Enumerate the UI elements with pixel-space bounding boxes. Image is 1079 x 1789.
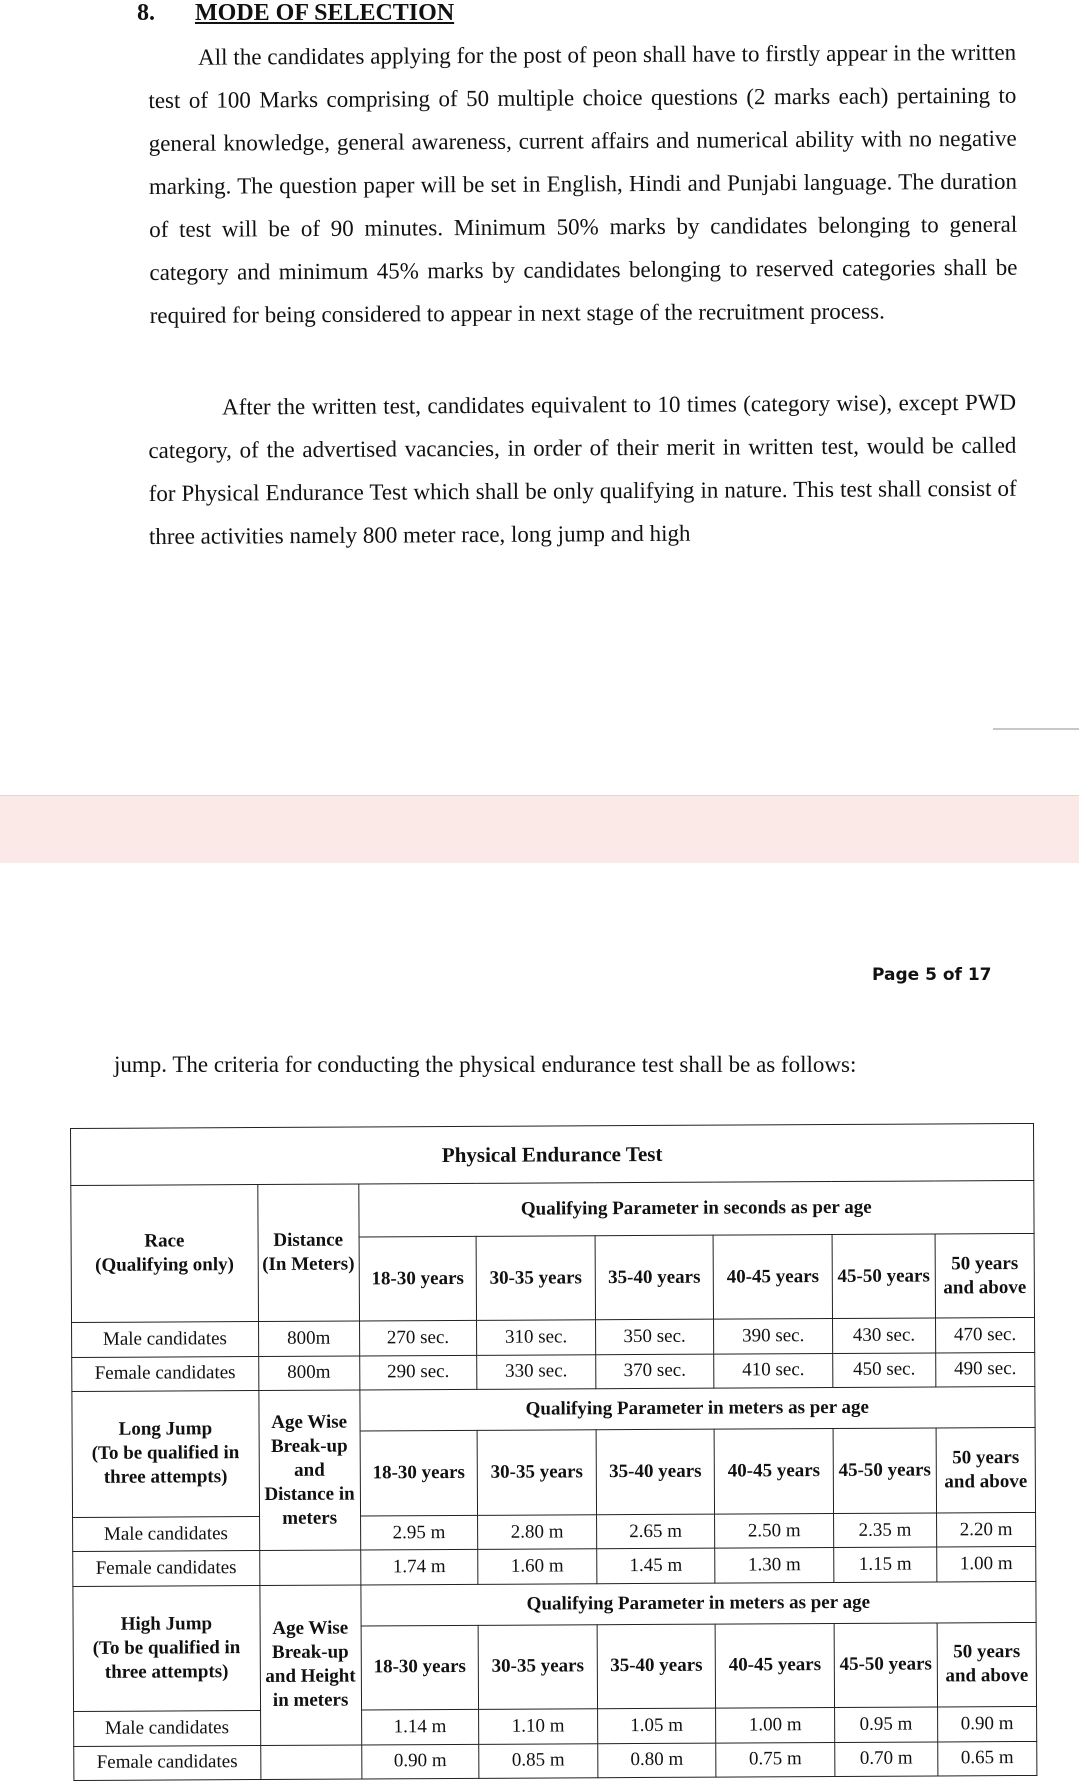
value-cell: 390 sec. xyxy=(714,1319,833,1354)
value-cell: 0.65 m xyxy=(938,1741,1037,1776)
age-45-50: 45-50 years xyxy=(832,1234,936,1319)
physical-endurance-table xyxy=(70,1123,1037,1781)
high-jump-label: High Jump xyxy=(120,1613,213,1635)
value-cell: 370 sec. xyxy=(595,1354,714,1389)
value-cell: 430 sec. xyxy=(832,1318,935,1353)
table-row xyxy=(73,1512,1036,1551)
document-page-top xyxy=(0,0,1079,795)
section-heading xyxy=(137,0,454,27)
row-label: Male candidates xyxy=(73,1516,260,1551)
table-row xyxy=(74,1741,1037,1780)
table-row xyxy=(72,1352,1035,1391)
age-40-45: 40-45 years xyxy=(714,1429,833,1514)
value-cell: 1.30 m xyxy=(715,1548,834,1583)
value-cell: 0.95 m xyxy=(834,1707,937,1742)
long-jump-label: Long Jump xyxy=(118,1418,213,1441)
table-row xyxy=(72,1318,1035,1357)
table-title: Physical Endurance Test xyxy=(71,1123,1034,1185)
table-row xyxy=(74,1707,1037,1746)
value-cell: 1.00 m xyxy=(716,1708,835,1743)
empty-cell xyxy=(260,1745,361,1780)
paragraph-written-test: All the candidates applying for the post of peon shall have to firstly appear in the written test of 100 Marks comprising of 50 multiple choice questions (2 marks each) pertaining to general knowledge, general awareness, current affairs and numerical ability with no negative marking. The question paper will be set in English, Hindi and Punjabi language. The duration of test will be of 90 minutes. Minimum 50% marks by candidates belonging to general category and minimum 45% marks by candidates belonging to reserved categories shall be required for being considered to appear in next stage of the recruitment process. xyxy=(148,39,1018,328)
value-cell: 490 sec. xyxy=(936,1352,1035,1387)
value-cell: 2.95 m xyxy=(360,1515,478,1550)
value-cell: 1.14 m xyxy=(361,1710,479,1745)
value-cell: 1.60 m xyxy=(478,1549,597,1584)
value-cell: 450 sec. xyxy=(833,1353,936,1388)
continuation-text: jump. The criteria for conducting the physical endurance test shall be as follows: xyxy=(114,1052,857,1077)
page-separator-band xyxy=(0,795,1079,864)
age-40-45: 40-45 years xyxy=(713,1234,832,1319)
race-label: Race xyxy=(144,1230,185,1252)
long-jump-parameter-header: Qualifying Parameter in meters as per age xyxy=(360,1387,1036,1432)
value-cell: 0.90 m xyxy=(361,1744,479,1779)
row-label: Female candidates xyxy=(74,1745,261,1780)
value-cell: 0.75 m xyxy=(716,1742,835,1777)
value-cell: 410 sec. xyxy=(714,1353,833,1388)
age-30-35: 30-35 years xyxy=(476,1236,595,1321)
race-sublabel: (Qualifying only) xyxy=(95,1254,234,1277)
section-number: 8. xyxy=(137,0,155,26)
race-distance-header: Distance (In Meters) xyxy=(257,1184,359,1322)
value-cell: 0.70 m xyxy=(835,1742,938,1777)
age-30-35: 30-35 years xyxy=(478,1624,597,1709)
value-cell: 1.05 m xyxy=(597,1708,716,1743)
page-number: Page 5 of 17 xyxy=(872,965,992,985)
age-45-50: 45-50 years xyxy=(833,1428,937,1513)
value-cell: 1.10 m xyxy=(479,1709,598,1744)
race-label-cell xyxy=(71,1185,258,1323)
value-cell: 0.90 m xyxy=(937,1707,1036,1742)
value-cell: 2.50 m xyxy=(715,1513,834,1548)
age-50-above: 50 years and above xyxy=(935,1233,1034,1318)
value-cell: 1.15 m xyxy=(834,1547,937,1582)
long-jump-sublabel: (To be qualified in three attempts) xyxy=(91,1442,240,1489)
table-row xyxy=(73,1547,1036,1586)
long-jump-label-cell xyxy=(72,1391,259,1518)
age-50-above: 50 years and above xyxy=(936,1428,1035,1513)
value-cell: 2.65 m xyxy=(596,1514,715,1549)
age-35-40: 35-40 years xyxy=(595,1235,714,1320)
row-label: Female candidates xyxy=(72,1356,259,1391)
age-45-50: 45-50 years xyxy=(834,1623,938,1708)
row-distance: 800m xyxy=(258,1321,359,1356)
page-edge-line xyxy=(993,728,1079,730)
paragraph-physical-test: After the written test, candidates equivalent to 10 times (category wise), except PWD category, of the advertised vacancies, in order of their merit in written test, would be called for Physical Endurance Test which shall be only qualifying in nature. This test shall consist of three activities namely 800 meter race, long jump and high xyxy=(148,389,1017,549)
high-jump-height-header: Age Wise Break-up and Height in meters xyxy=(260,1584,362,1745)
age-40-45: 40-45 years xyxy=(715,1623,834,1708)
age-18-30: 18-30 years xyxy=(361,1625,479,1710)
row-label: Male candidates xyxy=(72,1322,259,1357)
value-cell: 310 sec. xyxy=(477,1320,596,1355)
race-parameter-header: Qualifying Parameter in seconds as per age xyxy=(358,1181,1034,1237)
section-title: MODE OF SELECTION xyxy=(195,0,455,26)
value-cell: 0.85 m xyxy=(479,1743,598,1778)
row-label: Female candidates xyxy=(73,1551,260,1586)
row-label: Male candidates xyxy=(74,1711,261,1746)
age-18-30: 18-30 years xyxy=(359,1236,477,1321)
age-30-35: 30-35 years xyxy=(477,1430,596,1515)
long-jump-distance-header: Age Wise Break-up and Distance in meters xyxy=(258,1390,360,1551)
row-distance: 800m xyxy=(258,1356,359,1391)
age-18-30: 18-30 years xyxy=(360,1431,478,1516)
value-cell: 330 sec. xyxy=(477,1355,596,1390)
value-cell: 270 sec. xyxy=(359,1321,477,1356)
age-35-40: 35-40 years xyxy=(597,1624,716,1709)
value-cell: 2.20 m xyxy=(936,1512,1035,1547)
age-35-40: 35-40 years xyxy=(596,1429,715,1514)
value-cell: 350 sec. xyxy=(595,1320,714,1355)
value-cell: 2.35 m xyxy=(833,1513,936,1548)
value-cell: 1.00 m xyxy=(937,1547,1036,1582)
value-cell: 0.80 m xyxy=(597,1743,716,1778)
value-cell: 470 sec. xyxy=(935,1318,1034,1353)
value-cell: 2.80 m xyxy=(478,1515,597,1550)
high-jump-sublabel: (To be qualified in three attempts) xyxy=(92,1637,241,1683)
high-jump-label-cell xyxy=(73,1585,260,1712)
age-50-above: 50 years and above xyxy=(937,1622,1036,1707)
value-cell: 290 sec. xyxy=(359,1355,477,1390)
empty-cell xyxy=(259,1550,360,1585)
value-cell: 1.45 m xyxy=(596,1548,715,1583)
high-jump-parameter-header: Qualifying Parameter in meters as per age xyxy=(361,1581,1037,1626)
value-cell: 1.74 m xyxy=(360,1550,478,1585)
